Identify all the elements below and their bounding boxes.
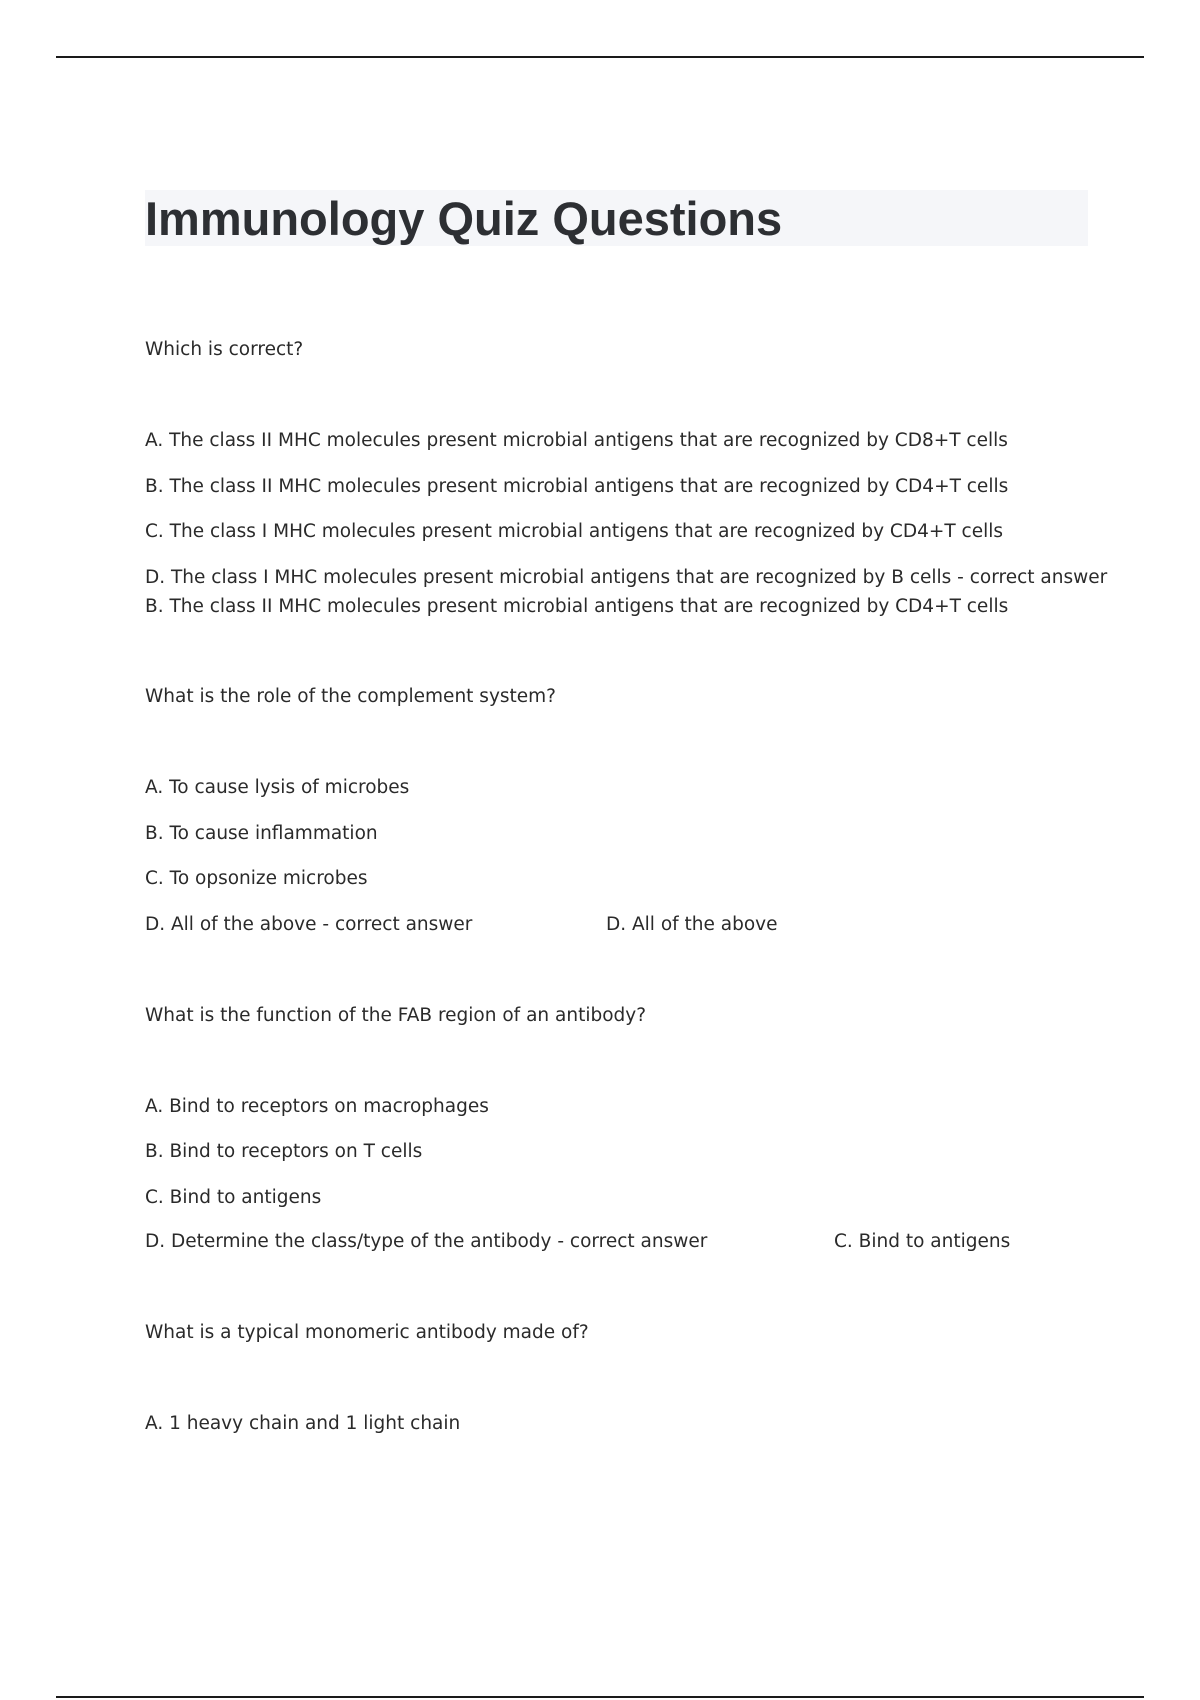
question-3-answer: C. Bind to antigens xyxy=(834,1231,1011,1252)
bottom-rule xyxy=(56,1696,1144,1698)
question-3-prompt: What is the function of the FAB region of an antibody? xyxy=(145,1005,647,1026)
question-2-option-b: B. To cause inflammation xyxy=(145,823,378,844)
question-4-prompt: What is a typical monomeric antibody made of? xyxy=(145,1322,589,1343)
question-1-answer: B. The class II MHC molecules present microbial antigens that are recognized by CD4+T cells xyxy=(145,596,1009,617)
question-3-option-c: C. Bind to antigens xyxy=(145,1187,322,1208)
question-2-option-d: D. All of the above - correct answer xyxy=(145,914,473,935)
question-2-answer: D. All of the above xyxy=(606,914,778,935)
question-1-option-a: A. The class II MHC molecules present microbial antigens that are recognized by CD8+T cells xyxy=(145,430,1008,451)
question-1-option-d: D. The class I MHC molecules present microbial antigens that are recognized by B cells - correct answer xyxy=(145,567,1108,588)
question-1-option-c: C. The class I MHC molecules present microbial antigens that are recognized by CD4+T cells xyxy=(145,521,1004,542)
question-3-option-a: A. Bind to receptors on macrophages xyxy=(145,1096,489,1117)
document-title: Immunology Quiz Questions xyxy=(145,192,783,245)
question-2-prompt: What is the role of the complement system? xyxy=(145,686,557,707)
top-rule xyxy=(56,56,1144,58)
question-2-option-a: A. To cause lysis of microbes xyxy=(145,777,410,798)
question-3-option-b: B. Bind to receptors on T cells xyxy=(145,1141,423,1162)
question-1-prompt: Which is correct? xyxy=(145,339,304,360)
question-4-option-a: A. 1 heavy chain and 1 light chain xyxy=(145,1413,461,1434)
question-2-option-c: C. To opsonize microbes xyxy=(145,868,368,889)
question-1-option-b: B. The class II MHC molecules present microbial antigens that are recognized by CD4+T cells xyxy=(145,476,1009,497)
question-3-option-d: D. Determine the class/type of the antibody - correct answer xyxy=(145,1231,708,1252)
